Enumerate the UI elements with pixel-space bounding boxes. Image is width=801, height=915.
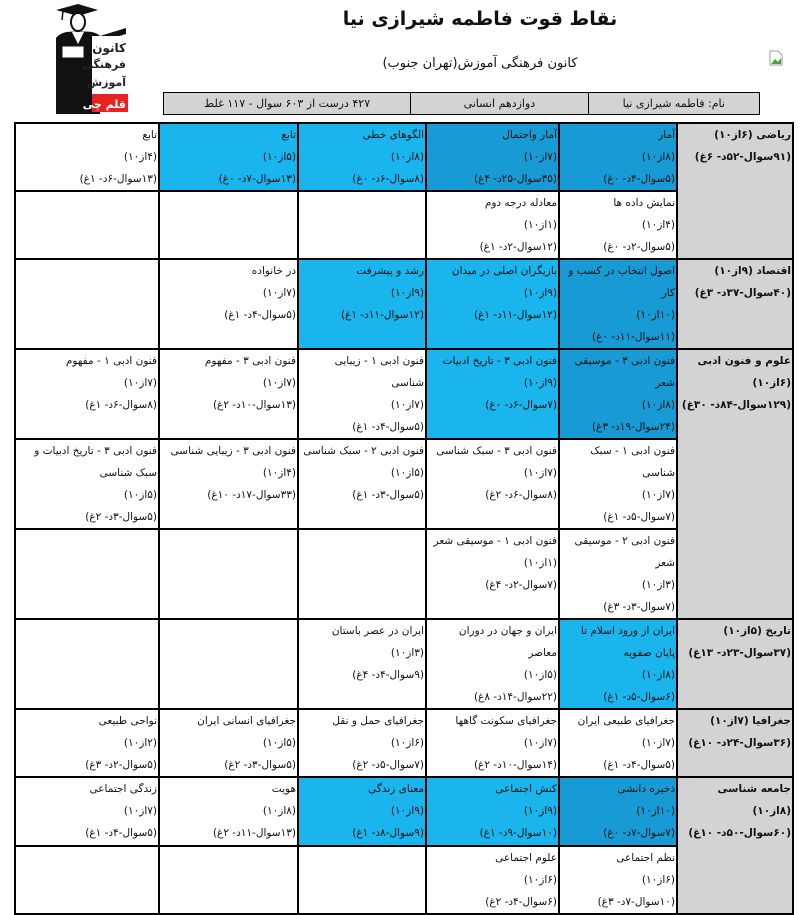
- empty-cell: [298, 191, 426, 259]
- topic-name: جغرافیای انسانی ایران: [197, 715, 296, 727]
- topic-stats: (۸سوال-۶د- ۱غ): [85, 399, 157, 411]
- topic-cell: [298, 777, 426, 846]
- topic-name: ایران در عصر باستان: [331, 625, 424, 637]
- topic-cell: [159, 439, 298, 529]
- student-info-bar: [163, 92, 760, 115]
- svg-text:کانون: کانون: [92, 41, 126, 55]
- topic-stats: (۷سوال-۵د- ۱غ): [603, 511, 675, 523]
- empty-cell: [15, 259, 159, 349]
- subject-row: [15, 123, 793, 191]
- student-grade: دوازدهم انسانی: [410, 93, 587, 114]
- topic-cell: [298, 439, 426, 529]
- topic-score: (۹از۱۰): [523, 287, 557, 299]
- topic-name: معنای زندگی: [368, 783, 424, 795]
- topic-name: فنون ادبی ۲ - موسیقی شعر: [574, 535, 675, 569]
- topic-cell: [559, 349, 677, 439]
- topic-score: (۶از۱۰): [523, 874, 557, 886]
- topic-stats: (۵سوال-۴د- ۱غ): [224, 309, 296, 321]
- broken-image-icon: [769, 50, 783, 66]
- topic-score: (۳از۱۰): [390, 647, 424, 659]
- topic-score: (۱۰از۱۰): [636, 805, 675, 817]
- empty-cell: [159, 191, 298, 259]
- topic-stats: (۳۳سوال-۱۷د- ۱۰غ): [207, 489, 296, 501]
- topic-stats: (۵سوال-۴د- ۱غ): [603, 759, 675, 771]
- subject-stats: (۶۰سوال-۵۰د- ۱۰غ): [688, 827, 791, 839]
- topic-name: در خانواده: [251, 265, 296, 277]
- topic-cell: [15, 777, 159, 846]
- subject-name: جغرافیا (۷از۱۰): [710, 715, 791, 727]
- topic-score: (۷از۱۰): [523, 151, 557, 163]
- topic-name: زندگی اجتماعی: [89, 783, 157, 795]
- topic-name: تابع: [281, 129, 296, 141]
- topic-name: فنون ادبی ۱ - موسیقی شعر: [433, 535, 557, 547]
- subject-row: [15, 191, 793, 259]
- topic-stats: (۸سوال-۶د- ۰غ): [352, 173, 424, 185]
- topic-score: (۵از۱۰): [262, 151, 296, 163]
- topic-cell: [15, 439, 159, 529]
- svg-text:قلم چی: قلم چی: [82, 98, 126, 111]
- topic-score: (۹از۱۰): [523, 805, 557, 817]
- topic-name: فنون ادبی ۱ - زیبایی شناسی: [334, 355, 424, 389]
- topic-score: (۷از۱۰): [262, 287, 296, 299]
- topic-stats: (۵سوال-۲د- ۳غ): [85, 759, 157, 771]
- topic-stats: (۵سوال-۴د- ۱غ): [85, 827, 157, 839]
- topic-name: آمار: [658, 129, 675, 141]
- topic-score: (۷از۱۰): [123, 805, 157, 817]
- subject-cell: [677, 349, 793, 619]
- topic-stats: (۶سوال-۵د- ۱غ): [603, 691, 675, 703]
- topic-name: فنون ادبی ۳ - سبک شناسی: [436, 445, 557, 457]
- subject-name: اقتصاد (۹از۱۰): [714, 265, 791, 277]
- topic-stats: (۱۳سوال-۱۰د- ۲غ): [212, 399, 296, 411]
- topic-name: فنون ادبی ۳ - مفهوم: [204, 355, 296, 367]
- topic-score: (۵از۱۰): [390, 467, 424, 479]
- empty-cell: [15, 619, 159, 709]
- topic-name: جغرافیای طبیعی ایران: [577, 715, 675, 727]
- topic-score: (۷از۱۰): [123, 377, 157, 389]
- topic-stats: (۵سوال-۴د- ۰غ): [603, 173, 675, 185]
- topic-score: (۴از۱۰): [641, 219, 675, 231]
- subject-row: [15, 619, 793, 709]
- topic-stats: (۱۰سوال-۷د- ۳غ): [597, 896, 675, 908]
- topic-stats: (۸سوال-۶د- ۲غ): [485, 489, 557, 501]
- topic-score: (۸از۱۰): [641, 399, 675, 411]
- topic-stats: (۲۴سوال-۱۹د- ۳غ): [591, 421, 675, 433]
- subject-cell: [677, 123, 793, 259]
- topic-score: (۹از۱۰): [390, 805, 424, 817]
- topic-score: (۷از۱۰): [390, 399, 424, 411]
- topic-cell: [559, 123, 677, 191]
- subject-row: [15, 777, 793, 846]
- topic-cell: [559, 259, 677, 349]
- topic-score: (۱۰از۱۰): [636, 309, 675, 321]
- topic-cell: [426, 191, 559, 259]
- subject-row: [15, 349, 793, 439]
- strengths-table: [14, 122, 794, 915]
- topic-score: (۵از۱۰): [123, 489, 157, 501]
- topic-cell: [298, 349, 426, 439]
- subject-cell: [677, 619, 793, 709]
- topic-score: (۱از۱۰): [523, 557, 557, 569]
- topic-name: فنون ادبی ۱ - سبک شناسی: [590, 445, 675, 479]
- topic-score: (۳از۱۰): [641, 579, 675, 591]
- topic-name: فنون ادبی ۳ - موسیقی شعر: [574, 355, 675, 389]
- topic-score: (۷از۱۰): [523, 467, 557, 479]
- institution-subtitle: کانون فرهنگی آموزش(تهران جنوب): [382, 56, 578, 71]
- empty-cell: [15, 529, 159, 619]
- topic-score: (۴از۱۰): [123, 151, 157, 163]
- topic-name: اصول انتخاب در کسب و کار: [568, 265, 675, 299]
- topic-cell: [426, 777, 559, 846]
- topic-stats: (۱۲سوال-۱۱د- ۱غ): [340, 309, 424, 321]
- topic-cell: [426, 846, 559, 914]
- svg-text:فرهنگی: فرهنگی: [82, 58, 126, 71]
- subject-stats: (۹۱سوال-۵۲د- ۶غ): [694, 151, 791, 163]
- topic-name: بازیگران اصلی در میدان: [451, 265, 557, 277]
- topic-name: ذخیره دانشی: [617, 783, 675, 795]
- topic-name: نمایش داده ها: [613, 197, 675, 209]
- student-name: نام: فاطمه شیرازی نیا: [588, 93, 759, 114]
- topic-score: (۵از۱۰): [523, 669, 557, 681]
- topic-cell: [15, 709, 159, 777]
- topic-stats: (۵سوال-۳د- ۲غ): [224, 759, 296, 771]
- topic-stats: (۱۰سوال-۹د- ۱غ): [479, 827, 557, 839]
- topic-name: فنون ادبی ۳ - تاریخ ادبیات: [442, 355, 557, 367]
- topic-name: فنون ادبی ۱ - مفهوم: [65, 355, 157, 367]
- topic-name: کنش اجتماعی: [495, 783, 557, 795]
- subject-row: [15, 846, 793, 914]
- empty-cell: [15, 191, 159, 259]
- topic-cell: [426, 709, 559, 777]
- topic-cell: [559, 191, 677, 259]
- topic-stats: (۵سوال-۳د- ۲غ): [85, 511, 157, 523]
- topic-cell: [15, 123, 159, 191]
- topic-score: (۷از۱۰): [523, 737, 557, 749]
- topic-stats: (۷سوال-۶د- ۰غ): [485, 399, 557, 411]
- topic-stats: (۷سوال-۵د- ۲غ): [352, 759, 424, 771]
- subject-cell: [677, 709, 793, 777]
- topic-stats: (۱۳سوال-۶د- ۱غ): [79, 173, 157, 185]
- topic-score: (۸از۱۰): [390, 151, 424, 163]
- topic-cell: [426, 349, 559, 439]
- topic-stats: (۵سوال-۲د- ۰غ): [603, 241, 675, 253]
- subject-stats: (۳۶سوال-۲۴د- ۱۰غ): [688, 737, 791, 749]
- topic-score: (۵از۱۰): [262, 737, 296, 749]
- topic-cell: [559, 619, 677, 709]
- topic-name: آمار واحتمال: [502, 129, 557, 141]
- topic-stats: (۷سوال-۲د- ۴غ): [485, 579, 557, 591]
- topic-name: رشد و پیشرفت: [356, 265, 424, 277]
- topic-name: معادله درجه دوم: [484, 197, 557, 209]
- topic-score: (۸از۱۰): [262, 805, 296, 817]
- subject-row: [15, 439, 793, 529]
- topic-stats: (۵سوال-۴د- ۱غ): [352, 421, 424, 433]
- subject-name: ریاضی (۶از۱۰): [714, 129, 791, 141]
- topic-name: هویت: [271, 783, 296, 795]
- topic-name: فنون ادبی ۳ - زیبایی شناسی: [170, 445, 296, 457]
- topic-stats: (۶سوال-۴د- ۲غ): [485, 896, 557, 908]
- topic-stats: (۱۲سوال-۱۱د- ۱غ): [473, 309, 557, 321]
- topic-stats: (۱۱سوال-۱۱د- ۰غ): [591, 331, 675, 343]
- topic-score: (۷از۱۰): [641, 489, 675, 501]
- topic-score: (۷از۱۰): [641, 737, 675, 749]
- topic-stats: (۳۵سوال-۲۵د- ۴غ): [473, 173, 557, 185]
- topic-stats: (۹سوال-۸د- ۱غ): [352, 827, 424, 839]
- topic-cell: [426, 123, 559, 191]
- topic-score: (۸از۱۰): [641, 669, 675, 681]
- subject-name: تاریخ (۵از۱۰): [723, 625, 791, 637]
- topic-score: (۷از۱۰): [262, 377, 296, 389]
- topic-cell: [15, 349, 159, 439]
- kanoon-logo: [48, 2, 128, 114]
- topic-cell: [426, 259, 559, 349]
- topic-name: ایران از ورود اسلام تا پایان صفویه: [580, 625, 675, 659]
- topic-stats: (۱۲سوال-۲د- ۱غ): [479, 241, 557, 253]
- page-title: نقاط قوت فاطمه شیرازی نیا: [342, 8, 618, 30]
- topic-name: علوم اجتماعی: [495, 852, 557, 864]
- topic-cell: [559, 846, 677, 914]
- topic-score: (۹از۱۰): [390, 287, 424, 299]
- topic-cell: [426, 529, 559, 619]
- topic-name: تابع: [142, 129, 157, 141]
- empty-cell: [298, 529, 426, 619]
- topic-stats: (۷سوال-۷د- ۰غ): [603, 827, 675, 839]
- empty-cell: [159, 846, 298, 914]
- subject-stats: (۱۲۹سوال-۸۴د- ۳۰غ): [681, 399, 791, 411]
- subject-row: [15, 709, 793, 777]
- topic-name: نواحی طبیعی: [98, 715, 157, 727]
- topic-score: (۹از۱۰): [523, 377, 557, 389]
- topic-score: (۸از۱۰): [641, 151, 675, 163]
- topic-cell: [298, 709, 426, 777]
- subject-stats: (۳۷سوال-۲۳د- ۱۳غ): [688, 647, 791, 659]
- topic-name: جغرافیای حمل و نقل: [332, 715, 424, 727]
- topic-cell: [159, 123, 298, 191]
- empty-cell: [159, 529, 298, 619]
- topic-name: جغرافیای سکونت گاهها: [455, 715, 557, 727]
- topic-stats: (۱۴سوال-۱۰د- ۲غ): [473, 759, 557, 771]
- topic-cell: [426, 439, 559, 529]
- topic-cell: [298, 619, 426, 709]
- topic-name: نظم اجتماعی: [616, 852, 675, 864]
- subject-row: [15, 529, 793, 619]
- topic-stats: (۱۳سوال-۱۱د- ۲غ): [212, 827, 296, 839]
- topic-name: الگوهای خطی: [362, 129, 424, 141]
- subject-stats: (۴۰سوال-۳۷د- ۳غ): [694, 287, 791, 299]
- topic-cell: [559, 439, 677, 529]
- topic-cell: [159, 349, 298, 439]
- topic-name: فنون ادبی ۳ - تاریخ ادبیات و سبک شناسی: [34, 445, 157, 479]
- topic-cell: [159, 709, 298, 777]
- topic-name: ایران و جهان در دوران معاصر: [458, 625, 557, 659]
- topic-stats: (۹سوال-۴د- ۴غ): [352, 669, 424, 681]
- topic-stats: (۲۲سوال-۱۴د- ۸غ): [473, 691, 557, 703]
- topic-score: (۶از۱۰): [641, 874, 675, 886]
- subject-cell: [677, 259, 793, 349]
- topic-name: فنون ادبی ۲ - سبک شناسی: [303, 445, 424, 457]
- topic-stats: (۱۳سوال-۷د- ۰غ): [218, 173, 296, 185]
- subject-name: علوم و فنون ادبی (۶از۱۰): [697, 355, 791, 389]
- subject-name: جامعه شناسی (۸از۱۰): [717, 783, 791, 817]
- topic-cell: [298, 123, 426, 191]
- empty-cell: [298, 846, 426, 914]
- empty-cell: [15, 846, 159, 914]
- subject-cell: [677, 777, 793, 914]
- topic-score: (۱از۱۰): [523, 219, 557, 231]
- subject-row: [15, 259, 793, 349]
- topic-cell: [559, 777, 677, 846]
- topic-cell: [559, 709, 677, 777]
- topic-cell: [298, 259, 426, 349]
- topic-cell: [559, 529, 677, 619]
- svg-text:آموزش: آموزش: [87, 76, 126, 89]
- topic-stats: (۷سوال-۳د- ۳غ): [603, 601, 675, 613]
- topic-cell: [159, 777, 298, 846]
- topic-stats: (۵سوال-۳د- ۱غ): [352, 489, 424, 501]
- empty-cell: [159, 619, 298, 709]
- topic-score: (۴از۱۰): [262, 467, 296, 479]
- topic-score: (۶از۱۰): [390, 737, 424, 749]
- topic-cell: [159, 259, 298, 349]
- topic-cell: [426, 619, 559, 709]
- overall-summary: ۴۲۷ درست از ۶۰۳ سوال - ۱۱۷ غلط: [204, 97, 371, 110]
- topic-score: (۲از۱۰): [123, 737, 157, 749]
